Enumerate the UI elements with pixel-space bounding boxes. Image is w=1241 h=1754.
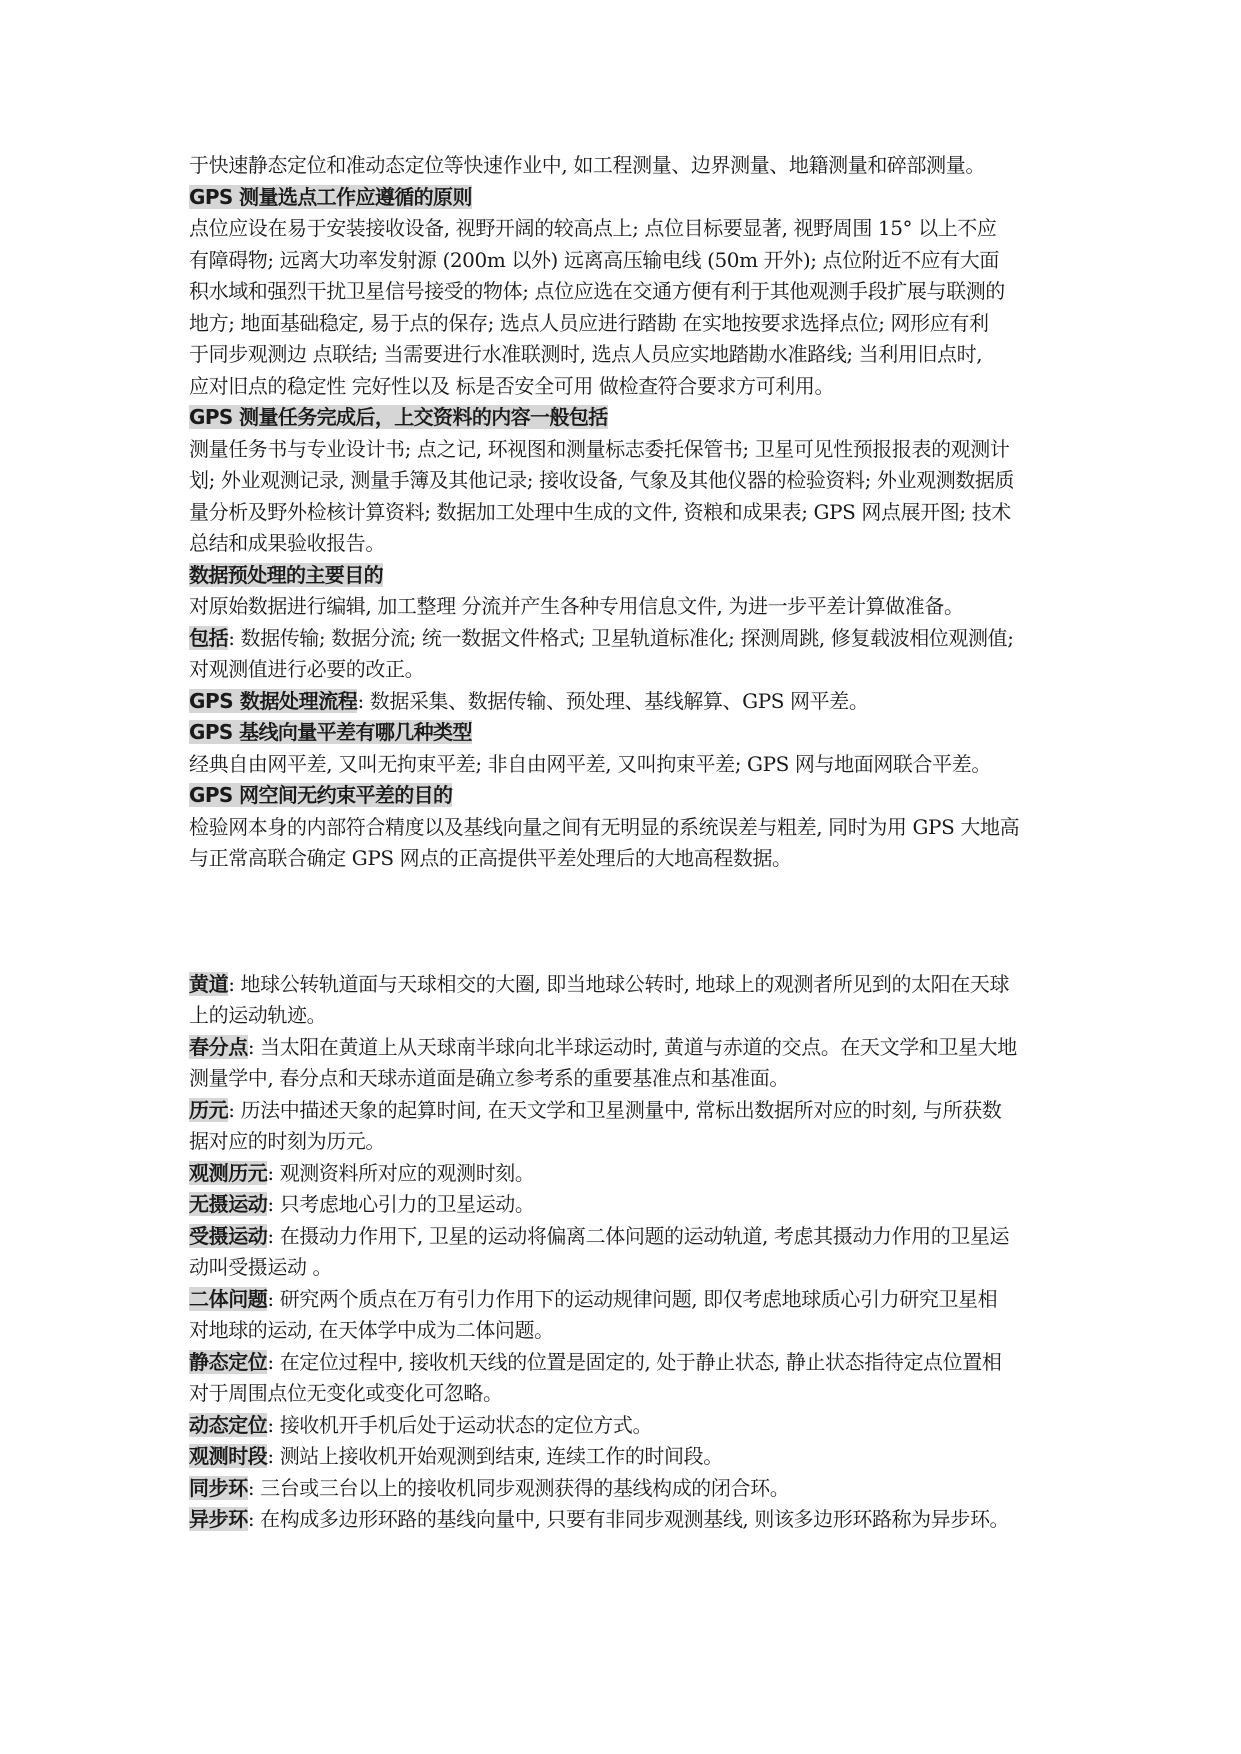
- term-definition: : 历法中描述天象的起算时间, 在天文学和卫星测量中, 常标出数据所对应的时刻, 与所获数: [228, 1097, 1002, 1122]
- term-definition: : 在定位过程中, 接收机天线的位置是固定的, 处于静止状态, 静止状态指待定点位置相: [267, 1349, 1002, 1374]
- site-selection-line: 积水域和强烈干扰卫星信号接受的物体; 点位应选在交通方便有利于其他观测手段扩展与联测的: [189, 279, 1005, 303]
- term-definition: : 观测资料所对应的观测时刻。: [267, 1160, 535, 1185]
- term-line: [189, 1473, 1061, 1505]
- term-label: 观测时段: [189, 1444, 268, 1468]
- term-label: 同步环: [189, 1475, 248, 1500]
- term-definition: : 只考虑地心引力的卫星运动。: [267, 1192, 535, 1216]
- term-definition: : 在摄动力作用下, 卫星的运动将偏离二体问题的运动轨道, 考虑其摄动力作用的卫星运: [267, 1223, 1010, 1248]
- term-label: 观测历元: [189, 1160, 268, 1185]
- heading-site-selection: [189, 182, 1061, 214]
- document-page: [189, 150, 1061, 1536]
- includes-line: [189, 623, 1061, 655]
- submission-line: 总结和成果验收报告。: [189, 531, 385, 555]
- term-label: 静态定位: [189, 1349, 268, 1374]
- term-line: [189, 1441, 1061, 1473]
- term-label: 受摄运动: [189, 1223, 268, 1248]
- term-label: 二体问题: [189, 1286, 268, 1311]
- flow-label: GPS 数据处理流程: [189, 688, 358, 713]
- includes-label: 包括: [189, 625, 229, 650]
- term-definition: : 研究两个质点在万有引力作用下的运动规律问题, 即仅考虑地球质心引力研究卫星相: [267, 1286, 998, 1311]
- heading-preprocess-text: 数据预处理的主要目的: [189, 562, 383, 587]
- term-line: 测量学中, 春分点和天球赤道面是确立参考系的重要基准点和基准面。: [189, 1066, 789, 1090]
- heading-baseline-types-text: GPS 基线向量平差有哪几种类型: [189, 720, 472, 744]
- term-definition: : 测站上接收机开始观测到结束, 连续工作的时间段。: [267, 1444, 723, 1468]
- term-line: [189, 1221, 1061, 1253]
- term-line: 动叫受摄运动 。: [189, 1255, 333, 1279]
- term-line: 据对应的时刻为历元。: [189, 1129, 385, 1153]
- includes-line: 对观测值进行必要的改正。: [189, 657, 425, 681]
- term-label: 动态定位: [189, 1412, 268, 1437]
- preprocess-line: 对原始数据进行编辑, 加工整理 分流并产生各种专用信息文件, 为进一步平差计算做准备。: [189, 594, 964, 618]
- term-line: 对于周围点位无变化或变化可忽略。: [189, 1381, 503, 1405]
- term-label: 黄道: [189, 971, 229, 996]
- term-line: 对地球的运动, 在天体学中成为二体问题。: [189, 1318, 554, 1342]
- free-adjust-line: 检验网本身的内部符合精度以及基线向量之间有无明显的系统误差与粗差, 同时为用 GPS 大地高: [189, 814, 1020, 839]
- site-selection-line: 应对旧点的稳定性 完好性以及 标是否安全可用 做检查符合要求方可利用。: [189, 373, 835, 398]
- term-line: [189, 1347, 1061, 1379]
- term-label: 春分点: [189, 1034, 248, 1059]
- term-definition: : 在构成多边形环路的基线向量中, 只要有非同步观测基线, 则该多边形环路称为异步环。: [247, 1507, 1010, 1531]
- heading-submission-text: GPS 测量任务完成后，上交资料的内容一般包括: [189, 405, 608, 429]
- flow-line: [189, 686, 1061, 718]
- heading-baseline-types: [189, 717, 1061, 749]
- term-line: [189, 1504, 1061, 1536]
- term-definition: : 接收机开手机后处于运动状态的定位方式。: [267, 1412, 653, 1437]
- heading-free-adjust: [189, 780, 1061, 812]
- heading-site-selection-text: GPS 测量选点工作应遵循的原则: [189, 184, 472, 209]
- submission-line: 量分析及野外检核计算资料; 数据加工处理中生成的文件, 资粮和成果表; GPS 网点展开图; 技术: [189, 499, 1011, 524]
- term-line: [189, 1189, 1061, 1221]
- term-line: [189, 1095, 1061, 1127]
- term-line: [189, 1284, 1061, 1316]
- term-definition: : 地球公转轨道面与天球相交的大圈, 即当地球公转时, 地球上的观测者所见到的太阳在天球: [228, 971, 1010, 996]
- term-line: 上的运动轨迹。: [189, 1003, 327, 1027]
- term-line: [189, 1158, 1061, 1190]
- site-selection-line: 地方; 地面基础稳定, 易于点的保存; 选点人员应进行踏勘 在实地按要求选择点位; 网形应有利: [189, 310, 989, 335]
- term-definition: : 三台或三台以上的接收机同步观测获得的基线构成的闭合环。: [247, 1475, 790, 1500]
- section-gap: [189, 875, 1061, 969]
- flow-text: : 数据采集、数据传输、预处理、基线解算、GPS 网平差。: [357, 688, 869, 713]
- term-definition: : 当太阳在黄道上从天球南半球向北半球运动时, 黄道与赤道的交点。在天文学和卫星大地: [247, 1034, 1017, 1059]
- baseline-types-line: 经典自由网平差, 又叫无拘束平差; 非自由网平差, 又叫拘束平差; GPS 网与地面网联合平差。: [189, 751, 991, 776]
- heading-free-adjust-text: GPS 网空间无约束平差的目的: [189, 783, 453, 807]
- site-selection-line: 于同步观测边 点联结; 当需要进行水准联测时, 选点人员应实地踏勘水准路线; 当利用旧点时,: [189, 342, 983, 366]
- term-label: 异步环: [189, 1507, 248, 1531]
- heading-submission: [189, 402, 1061, 434]
- site-selection-line: 点位应设在易于安装接收设备, 视野开阔的较高点上; 点位目标要显著, 视野周围 15° 以上不应: [189, 216, 997, 240]
- site-selection-line: 有障碍物; 远离大功率发射源 (200m 以外) 远离高压输电线 (50m 开外); 点位附近不应有大面: [189, 247, 999, 272]
- term-line: [189, 1410, 1061, 1442]
- submission-line: 测量任务书与专业设计书; 点之记, 环视图和测量标志委托保管书; 卫星可见性预报报表的观测计: [189, 436, 1010, 461]
- submission-line: 划; 外业观测记录, 测量手簿及其他记录; 接收设备, 气象及其他仪器的检验资料; 外业观测数据质: [189, 468, 1015, 492]
- includes-text: : 数据传输; 数据分流; 统一数据文件格式; 卫星轨道标准化; 探测周跳, 修复载波相位观测值;: [228, 625, 1014, 650]
- term-label: 无摄运动: [189, 1192, 268, 1216]
- term-line: [189, 1032, 1061, 1064]
- term-label: 历元: [189, 1097, 229, 1122]
- free-adjust-line: 与正常高联合确定 GPS 网点的正高提供平差处理后的大地高程数据。: [189, 846, 792, 870]
- term-line: [189, 969, 1061, 1001]
- intro-line: 于快速静态定位和准动态定位等快速作业中, 如工程测量、边界测量、地籍测量和碎部测量。: [189, 153, 985, 177]
- heading-preprocess: [189, 560, 1061, 592]
